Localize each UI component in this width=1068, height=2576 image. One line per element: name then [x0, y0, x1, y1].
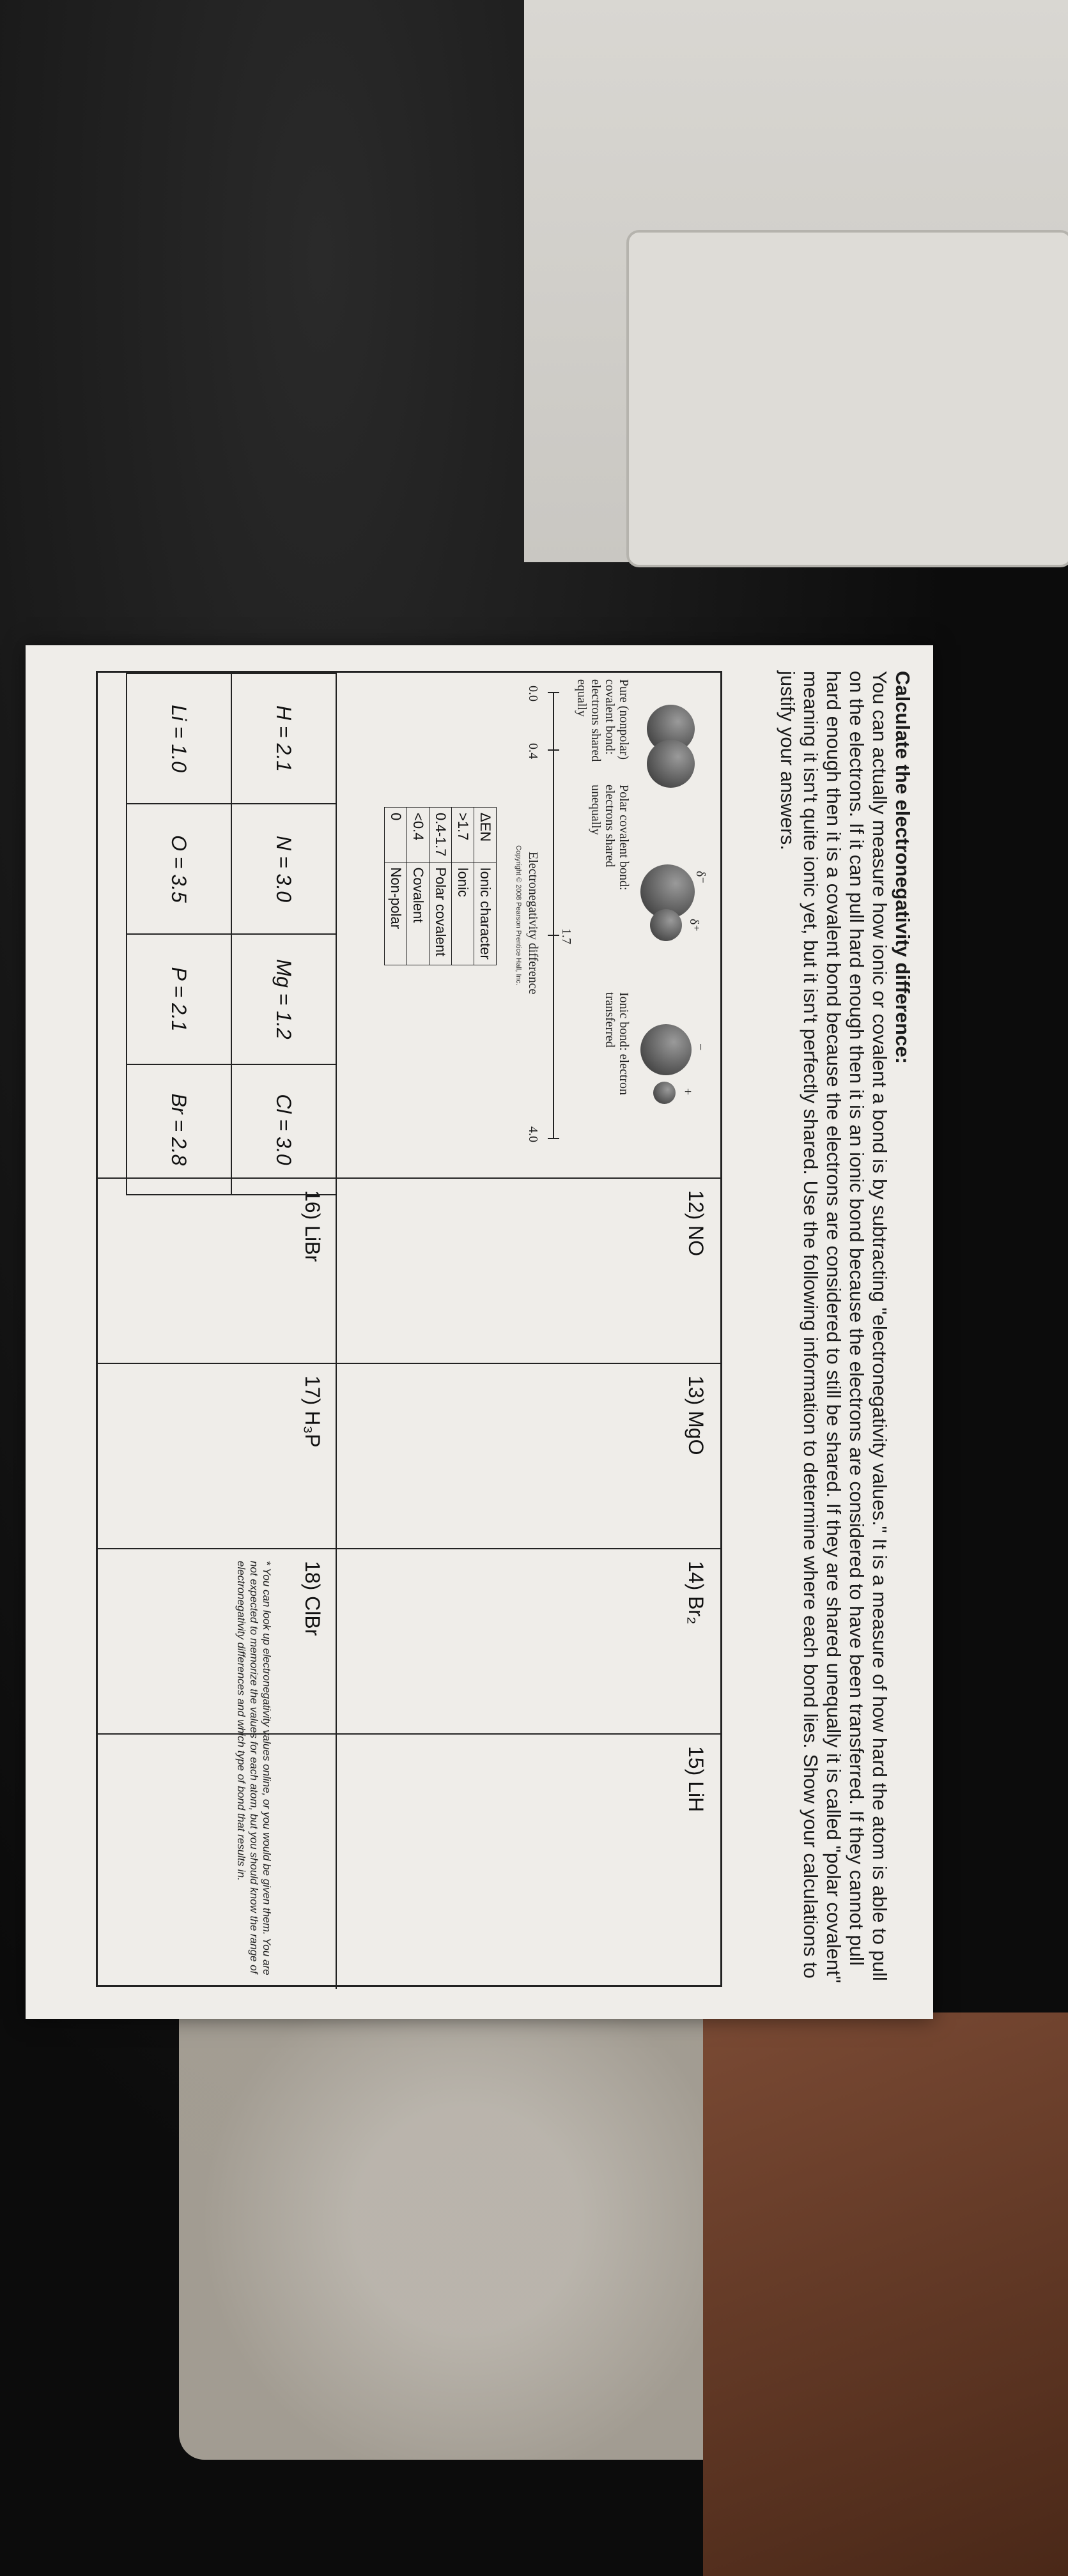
question-column-3 — [98, 1548, 720, 1735]
question-18: 18) ClBr — [301, 1561, 324, 1636]
table-cell: <0.4 — [407, 808, 430, 862]
value-cell: Br = 2.8 — [127, 1064, 231, 1195]
footnote: * You can look up electronegativity values online, or you would be given them. You are not expected to memorize the values for each atom, but you should know the range of electronegativity differences and which type of bond that results in. — [235, 1561, 273, 1975]
table-row — [231, 673, 336, 1195]
value-cell: H = 2.1 — [231, 673, 336, 804]
instructions-block — [776, 671, 914, 1987]
delta-plus-label: δ⁺ — [687, 919, 701, 931]
table-cell: Covalent — [407, 862, 430, 965]
tick-label-0: 0.0 — [526, 686, 540, 702]
ionic-bond-label: Ionic bond: electron transferred — [603, 992, 631, 1096]
axis-label: Electronegativity difference — [526, 852, 540, 995]
delta-minus-label: δ⁻ — [693, 871, 708, 884]
table-cell: 0 — [385, 808, 407, 862]
question-17: 17) H₃P — [301, 1376, 324, 1448]
pure-covalent-label: Pure (nonpolar) covalent bond: electrons shared equally — [575, 679, 631, 762]
value-cell: O = 3.5 — [127, 804, 231, 934]
worksheet-title: Calculate the electronegativity difference: — [892, 671, 914, 1064]
question-16: 16) LiBr — [301, 1190, 324, 1262]
table-cell: 0.4-1.7 — [430, 808, 452, 862]
question-12: 12) NO — [685, 1190, 708, 1257]
plus-label: + — [681, 1088, 695, 1096]
value-cell: Mg = 1.2 — [231, 934, 336, 1064]
background-blanket — [179, 1981, 754, 2460]
copyright-text: Copyright © 2008 Pearson Prentice Hall, Inc. — [515, 845, 522, 986]
value-cell: Cl = 3.0 — [231, 1064, 336, 1195]
question-column-1 — [98, 1177, 720, 1364]
background-floor — [703, 2012, 1068, 2576]
table-row — [127, 673, 231, 1195]
table-cell: >1.7 — [452, 808, 474, 862]
table-cell: Ionic — [452, 862, 474, 965]
question-13: 13) MgO — [685, 1376, 708, 1455]
en-values-block — [126, 673, 337, 1195]
background-laptop-trackpad — [626, 230, 1068, 567]
tick-label-40: 4.0 — [526, 1126, 540, 1142]
question-15: 15) LiH — [685, 1746, 708, 1813]
tick-label-04: 0.4 — [526, 743, 540, 759]
worksheet-sheet — [26, 645, 933, 2019]
question-column-2 — [98, 1363, 720, 1549]
polar-covalent-label: Polar covalent bond: electrons shared unequally — [589, 785, 631, 891]
en-values-table — [126, 673, 337, 1195]
worksheet-paper — [26, 645, 933, 2019]
table-cell: Non-polar — [385, 862, 407, 965]
value-cell: Li = 1.0 — [127, 673, 231, 804]
table-header-cell: ΔEN — [474, 808, 497, 862]
row-divider — [336, 1177, 337, 1989]
value-cell: N = 3.0 — [231, 804, 336, 934]
minus-label: − — [693, 1043, 708, 1051]
instructions-text: You can actually measure how ionic or covalent a bond is by subtracting "electronegativity values." It is a measure of how hard the atom is able to pull on the electrons. If it can pull hard enough then it is an ionic bond because the electrons are considered to have been transferred. If they cannot pull hard enough then it is a covalent bond because the electrons are considered to still be shared. If they are shared unequally it is called "polar covalent" meaning it isn't quite ionic yet, but it isn't perfectly shared. Use the following information to determine where each bond lies. Show your calculations to justify your answers. — [777, 671, 891, 1983]
tick-label-17: 1.7 — [559, 928, 573, 944]
value-cell: P = 2.1 — [127, 934, 231, 1064]
table-cell: Polar covalent — [430, 862, 452, 965]
answer-grid — [96, 671, 722, 1987]
question-14: 14) Br₂ — [685, 1561, 708, 1625]
table-header-cell: Ionic character — [474, 862, 497, 965]
